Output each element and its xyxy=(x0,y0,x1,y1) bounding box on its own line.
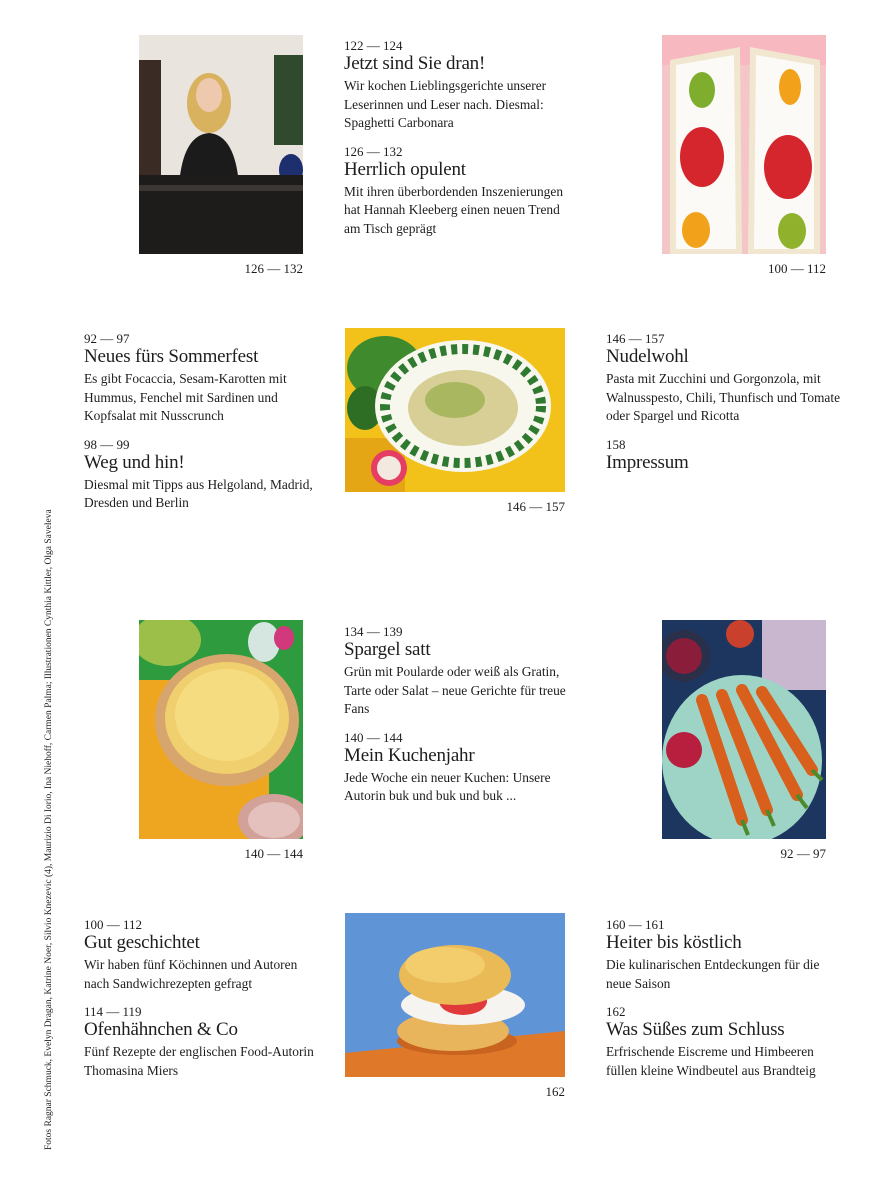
entry-title: Jetzt sind Sie dran! xyxy=(344,53,486,74)
entry-pages: 92 — 97 xyxy=(84,331,130,346)
toc-entry-group-5 xyxy=(84,917,319,1080)
toc-entry-impressum[interactable] xyxy=(606,437,841,474)
toc-entry-spargel-satt[interactable] xyxy=(344,624,579,719)
entry-title: Impressum xyxy=(606,451,689,473)
toc-entry-ofenhaehnchen[interactable] xyxy=(84,1004,319,1080)
entry-description: Pasta mit Zucchini und Gorgonzola, mit Walnusspesto, Chili, Thunfisch und Tomate oder Spargel und Ricotta xyxy=(606,371,841,423)
entry-description: Wir haben fünf Köchinnen und Autoren nach Sandwichrezepten gefragt xyxy=(84,957,298,991)
entry-title: Neues fürs Sommerfest xyxy=(84,346,259,367)
entry-description: Es gibt Focaccia, Sesam-Karotten mit Hummus, Fenchel mit Sardinen und Kopfsalat mit Nusscrunch xyxy=(84,371,287,423)
photo-quiche-caption: 140 — 144 xyxy=(244,846,303,861)
toc-entry-weg-und-hin[interactable] xyxy=(84,437,319,513)
entry-title: Herrlich opulent xyxy=(344,158,466,180)
entry-description: Grün mit Poularde oder weiß als Gratin, Tarte oder Salat – neue Gerichte für treue Fans xyxy=(344,664,566,716)
entry-pages: 158 xyxy=(606,436,626,452)
entry-description: Fünf Rezepte der englischen Food-Autorin Thomasina Miers xyxy=(84,1044,314,1078)
entry-title: Ofenhähnchen & Co xyxy=(84,1019,238,1040)
entry-description: Mit ihren überbordenden Inszenierungen hat Hannah Kleeberg einen neuen Trend am Tisch geprägt xyxy=(344,183,564,236)
entry-pages: 160 — 161 xyxy=(606,917,665,932)
toc-entry-jetzt-sind-sie-dran[interactable] xyxy=(344,38,579,133)
toc-entry-group-6 xyxy=(606,917,841,1080)
toc-entry-group-1 xyxy=(344,38,579,238)
toc-entry-mein-kuchenjahr[interactable] xyxy=(344,730,579,806)
photo-pasta-plate xyxy=(345,328,565,492)
photo-credits: Fotos Ragnar Schmuck, Evelyn Dragan, Katrine Noer, Silvio Knezevic (4), Maurizio Di Iorio, Ina Niehoff, Carmen Palma; Illustrationen Cynthia Kittler, Olga Saveleva xyxy=(44,509,54,1150)
entry-title: Gut geschichtet xyxy=(84,932,200,953)
photo-sandwich-caption: 100 — 112 xyxy=(767,261,826,276)
photo-pasta-caption: 146 — 157 xyxy=(506,499,565,514)
entry-description: Jede Woche ein neuer Kuchen: Unsere Autorin buk und buk und buk ... xyxy=(344,769,551,803)
entry-pages: 98 — 99 xyxy=(84,436,130,452)
toc-entry-group-2 xyxy=(84,331,319,513)
photo-woman-portrait xyxy=(139,35,303,254)
entry-title: Weg und hin! xyxy=(84,451,185,473)
entry-description: Die kulinarischen Entdeckungen für die neue Saison xyxy=(606,957,820,991)
photo-fruit-sandwich xyxy=(662,35,826,254)
toc-entry-group-4 xyxy=(344,624,579,806)
entry-pages: 134 — 139 xyxy=(344,624,403,639)
entry-description: Diesmal mit Tipps aus Helgoland, Madrid, Dresden und Berlin xyxy=(84,476,313,510)
toc-entry-herrlich-opulent[interactable] xyxy=(344,144,579,239)
entry-description: Wir kochen Lieblingsgerichte unserer Leserinnen und Leser nach. Diesmal: Spaghetti Carbonara xyxy=(344,78,547,130)
toc-entry-heiter-bis-koestlich[interactable] xyxy=(606,917,841,993)
toc-entry-neues-fuers-sommerfest[interactable] xyxy=(84,331,319,426)
entry-title: Nudelwohl xyxy=(606,346,689,367)
entry-title: Was Süßes zum Schluss xyxy=(606,1019,785,1040)
entry-pages: 114 — 119 xyxy=(84,1004,142,1019)
photo-carrots-caption: 92 — 97 xyxy=(780,846,826,861)
entry-pages: 140 — 144 xyxy=(344,729,403,745)
toc-entry-was-suesses-zum-schluss[interactable] xyxy=(606,1004,841,1080)
entry-pages: 100 — 112 xyxy=(84,917,143,932)
toc-entry-gut-geschichtet[interactable] xyxy=(84,917,319,993)
entry-pages: 146 — 157 xyxy=(606,331,665,346)
entry-pages: 162 xyxy=(606,1004,626,1019)
photo-sesame-carrots xyxy=(662,620,826,839)
photo-puff-caption: 162 xyxy=(545,1084,565,1099)
entry-description: Erfrischende Eiscreme und Himbeeren füllen kleine Windbeutel aus Brandteig xyxy=(606,1044,816,1078)
photo-cream-puff xyxy=(345,913,565,1077)
toc-entry-nudelwohl[interactable] xyxy=(606,331,841,426)
entry-title: Spargel satt xyxy=(344,639,431,660)
photo-quiche xyxy=(139,620,303,839)
entry-pages: 126 — 132 xyxy=(344,143,403,159)
photo-woman-caption: 126 — 132 xyxy=(244,261,303,276)
entry-title: Heiter bis köstlich xyxy=(606,932,742,953)
toc-entry-group-3 xyxy=(606,331,841,474)
entry-title: Mein Kuchenjahr xyxy=(344,744,475,766)
entry-pages: 122 — 124 xyxy=(344,38,403,53)
